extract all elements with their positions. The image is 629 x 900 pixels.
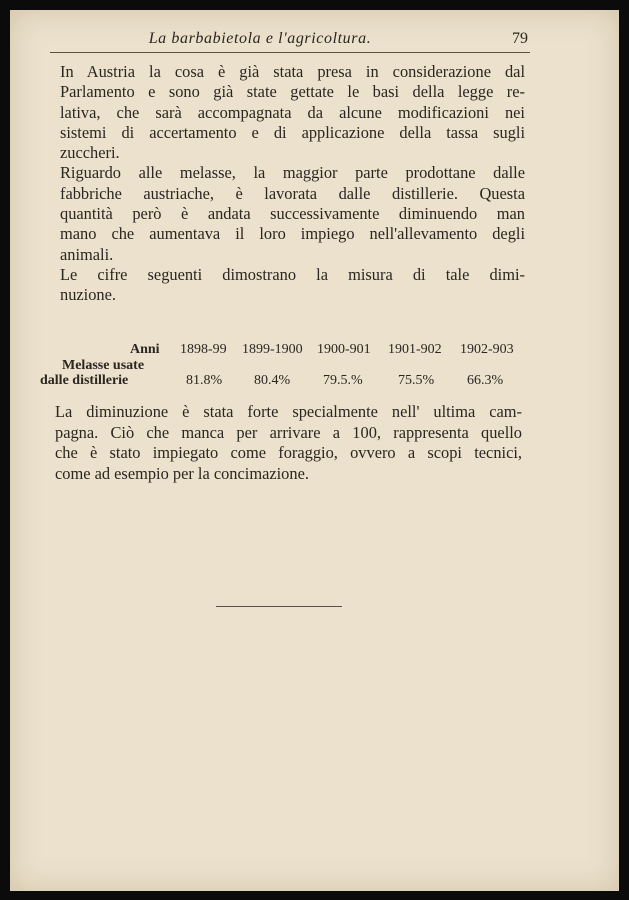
table-data-row <box>40 373 520 391</box>
text-line: mano che aumentava il loro impiego nell'allevamento degli <box>60 224 525 244</box>
table-header-label: Anni <box>130 342 160 357</box>
text-line: animali. <box>60 244 114 264</box>
text-line: che è stato impiegato come foraggio, ovvero a scopi tecnici, <box>55 443 522 462</box>
row-label: Melasse usate <box>62 358 145 373</box>
text-line: nuzione. <box>60 285 116 305</box>
text-line: Le cifre seguenti dimostrano la misura di tale dimi- <box>60 264 525 284</box>
closing-paragraph <box>40 402 522 484</box>
value-cell: 81.8% <box>186 373 223 388</box>
year-header: 1898-99 <box>180 342 227 357</box>
text-line: Riguardo alle melasse, la maggior parte prodottane dalle <box>60 163 525 183</box>
text-line: lativa, che sarà accompagnata da alcune modificazioni nei <box>60 102 525 122</box>
running-title: La barbabietola e l'agricoltura. <box>148 30 372 47</box>
text-line: zuccheri. <box>60 143 120 163</box>
value-cell: 79.5.% <box>323 373 363 388</box>
running-head <box>50 24 530 53</box>
value-cell: 80.4% <box>254 373 291 388</box>
year-header: 1902-903 <box>460 342 514 357</box>
paragraph-3 <box>45 265 525 306</box>
text-line: La diminuzione è stata forte specialmente nell' ultima cam- <box>55 402 522 421</box>
value-cell: 66.3% <box>467 373 504 388</box>
text-line: fabbriche austriache, è lavorata dalle distillerie. Questa <box>60 183 525 203</box>
text-line: Parlamento e sono già state gettate le basi della legge re- <box>60 82 525 102</box>
body-text <box>45 62 525 306</box>
year-header: 1901-902 <box>388 342 442 357</box>
paragraph-1 <box>45 62 525 163</box>
text-line: In Austria la cosa è già stata presa in considerazione dal <box>60 62 525 81</box>
paragraph-4 <box>40 402 522 484</box>
year-header: 1900-901 <box>317 342 371 357</box>
text-line: sistemi di accertamento e di applicazione della tassa sugli <box>60 122 525 142</box>
text-line: come ad esempio per la concimazione. <box>55 463 309 483</box>
page-number: 79 <box>512 30 528 47</box>
paragraph-2 <box>45 163 525 264</box>
text-line: pagna. Ciò che manca per arrivare a 100, rappresenta quello <box>55 422 522 442</box>
value-cell: 75.5% <box>398 373 435 388</box>
year-header: 1899-1900 <box>242 342 303 357</box>
section-divider <box>216 606 342 607</box>
row-label: dalle distillerie <box>40 373 129 388</box>
book-page <box>10 10 619 891</box>
text-line: quantità però è andata successivamente diminuendo man <box>60 204 525 224</box>
